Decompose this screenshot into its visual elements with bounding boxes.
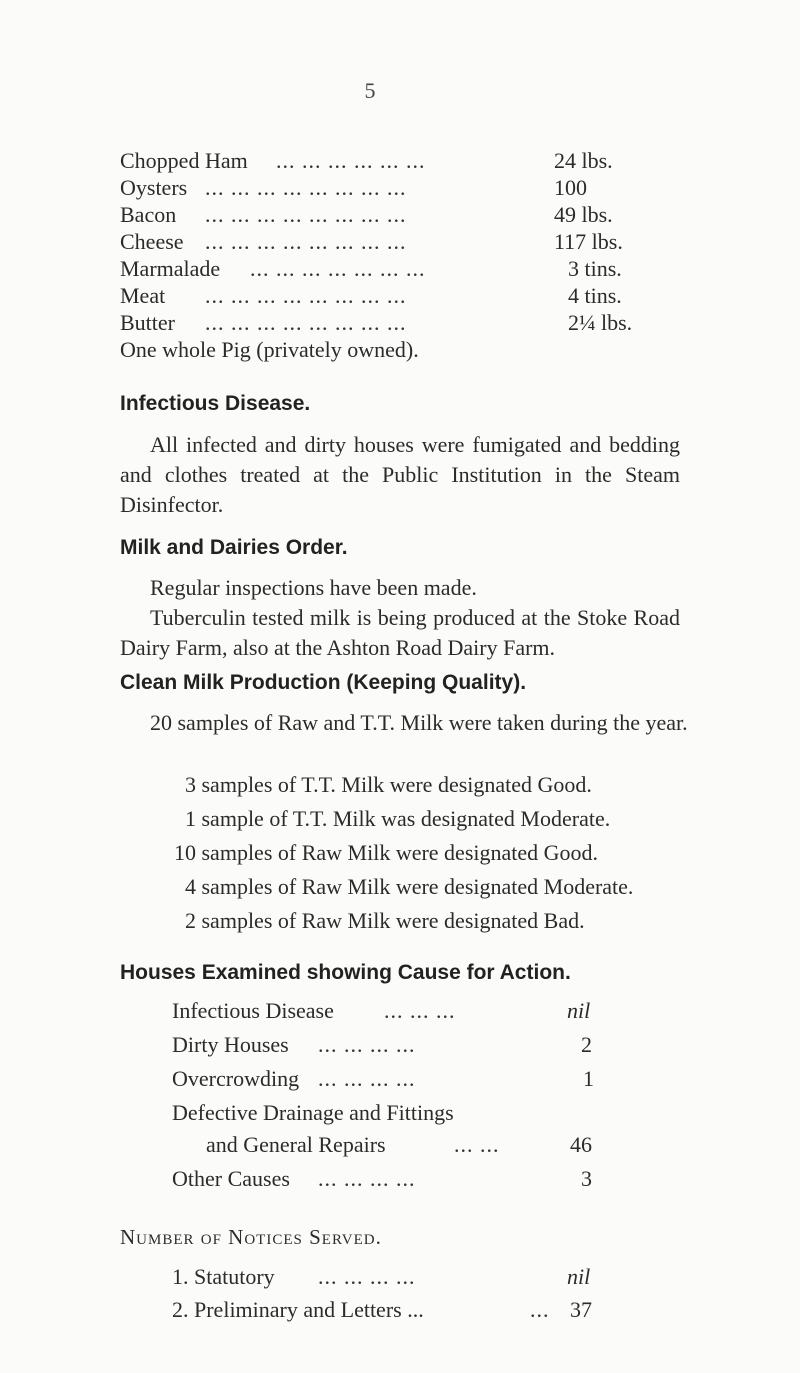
leader-dots: ... ... ... ... ... ... ... ... [205,310,407,335]
sample-result: 10 samples of Raw Milk were designated Good. [174,840,599,865]
supply-quantity: 3 tins. [568,256,622,281]
notices-row-label: 2. Preliminary and Letters ... [172,1297,424,1322]
section-heading-notices-served: Number of Notices Served. [120,1225,382,1249]
houses-row-label: Defective Drainage and Fittings [172,1100,454,1125]
pig-line: One whole Pig (privately owned). [120,337,419,362]
leader-dots: ... ... ... ... [318,1066,416,1091]
supply-item: Cheese [120,229,184,254]
houses-row-label: and General Repairs [206,1132,386,1157]
clean-milk-intro: 20 samples of Raw and T.T. Milk were taken during the year. [150,710,688,735]
supply-quantity: 4 tins. [568,283,622,308]
page-number: 5 [364,78,376,103]
supply-item: Bacon [120,202,177,227]
notices-row-value: nil [567,1264,591,1289]
section-heading-houses-examined: Houses Examined showing Cause for Action. [120,961,571,984]
supply-quantity: 2¼ lbs. [568,310,633,335]
section-heading-milk-dairies: Milk and Dairies Order. [120,536,348,559]
supply-item: Oysters [120,175,188,200]
sample-result: 4 samples of Raw Milk were designated Moderate. [185,874,634,899]
infectious-disease-paragraph: All infected and dirty houses were fumigated and bedding and clothes treated at the Public Institution in the Steam Disinfector. [120,432,680,517]
leader-dots: ... ... ... ... [318,1166,416,1191]
leader-dots: ... ... [454,1132,500,1157]
houses-row-value: 1 [583,1066,594,1091]
supply-item: Chopped Ham [120,148,248,173]
houses-row-label: Overcrowding [172,1066,300,1091]
leader-dots: ... ... ... ... ... ... [276,148,426,173]
section-heading-clean-milk: Clean Milk Production (Keeping Quality). [120,671,527,694]
supply-item: Butter [120,310,175,335]
sample-result: 2 samples of Raw Milk were designated Bad. [185,908,585,933]
leader-dots: ... ... ... ... ... ... ... ... [205,202,407,227]
houses-row-value: nil [567,998,591,1023]
notices-row-label: 1. Statutory [172,1264,275,1289]
leader-dots: ... ... ... ... [318,1032,416,1057]
leader-dots: ... ... ... ... ... ... ... ... [205,229,407,254]
houses-row-label: Infectious Disease [172,998,334,1023]
notices-row-value: 37 [570,1297,592,1322]
houses-row-value: 46 [570,1132,592,1157]
supply-item: Marmalade [120,256,221,281]
supply-quantity: 100 [554,175,587,200]
supply-quantity: 24 lbs. [554,148,613,173]
houses-row-value: 2 [581,1032,592,1057]
sample-result: 3 samples of T.T. Milk were designated Good. [185,772,592,797]
supply-quantity: 49 lbs. [554,202,613,227]
houses-row-value: 3 [581,1166,592,1191]
leader-dots: ... ... ... ... ... ... ... ... [205,175,407,200]
section-heading-infectious-disease: Infectious Disease. [120,392,311,415]
sample-result: 1 sample of T.T. Milk was designated Moderate. [185,806,611,831]
milk-dairies-line: Regular inspections have been made. [150,575,477,600]
leader-dots: ... ... ... [384,998,456,1023]
supply-quantity: 117 lbs. [554,229,623,254]
leader-dots: ... [530,1297,550,1322]
leader-dots: ... ... ... ... ... ... ... ... [205,283,407,308]
houses-row-label: Other Causes [172,1166,290,1191]
houses-row-label: Dirty Houses [172,1032,289,1057]
leader-dots: ... ... ... ... ... ... ... [250,256,426,281]
supply-item: Meat [120,283,166,308]
milk-dairies-paragraph: Tuberculin tested milk is being produced at the Stoke Road Dairy Farm, also at the Ashton Road Dairy Farm. [120,605,680,660]
leader-dots: ... ... ... ... [318,1264,416,1289]
